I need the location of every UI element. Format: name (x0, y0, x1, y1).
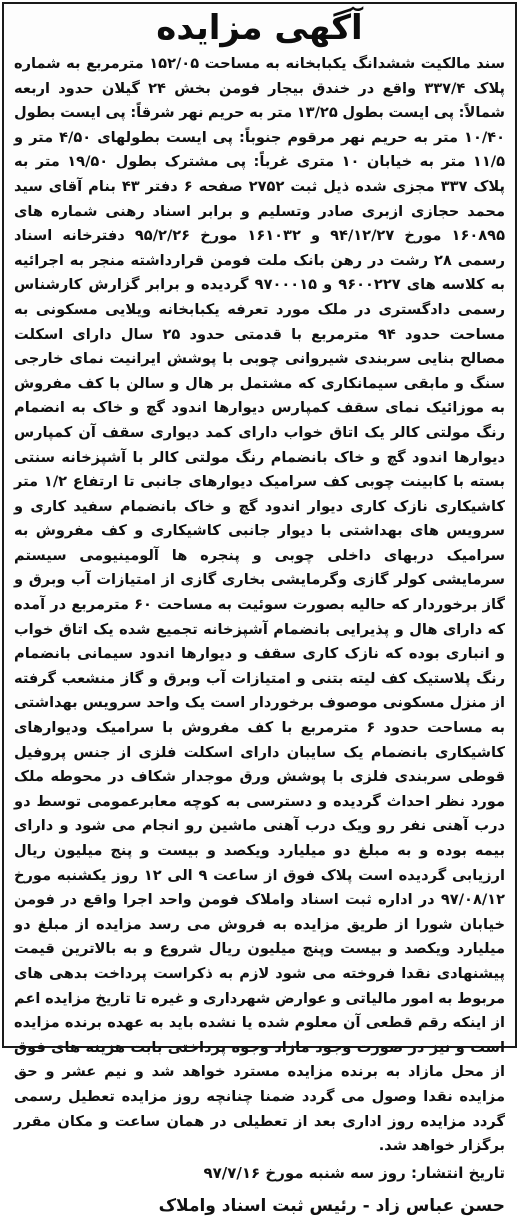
auction-notice (2, 2, 517, 1216)
publication-date-value: روز سه شنبه مورخ ۹۷/۷/۱۶ (203, 1163, 406, 1182)
publication-date (14, 1161, 505, 1185)
signature: حسن عباس زاد - رئیس ثبت اسناد واملاک (158, 1195, 505, 1216)
publication-date-label: تاریخ انتشار: (411, 1163, 505, 1182)
notice-body: سند مالکیت ششدانگ یکبابخانه به مساحت ۱۵۲/۰۵ مترمربع به شماره پلاک ۳۳۷/۴ واقع در خندق بیجار فومن بخش ۲۴ گیلان حدود اربعه شمالاً: پی ایست بطول ۱۳/۲۵ متر به حریم نهر شرقاً: پی ایست بطول ۱۰/۴۰ متر به حریم نهر مرقوم جنوباً: پی ایست بطولهای ۴/۵۰ متر و ۱۱/۵ متر به خیابان ۱۰ متری غرباً: پی مشترک بطول ۱۹/۵۰ متر به پلاک ۳۳۷ مجزی شده ذیل ثبت ۲۷۵۲ صفحه ۶ دفتر ۴۳ بنام آقای سید محمد حجازی ازبری صادر وتسلیم و برابر اسناد رهنی شماره های ۱۶۰۸۹۵ مورخ ۹۴/۱۲/۲۷ و ۱۶۱۰۳۲ مورخ ۹۵/۲/۲۶ دفترخانه اسناد رسمی ۲۸ رشت در رهن بانک ملت فومن قرارداشته منجر به اجرائیه به کلاسه های ۹۶۰۰۲۲۷ و ۹۷۰۰۰۱۵ گردیده و برابر گزارش کارشناس رسمی دادگستری در ملک مورد تعرفه یکبابخانه ویلایی مسکونی به مساحت حدود ۹۴ مترمربع با قدمتی حدود ۲۵ سال دارای اسکلت مصالح بنایی سربندی شیروانی چوبی با پوشش ایرانیت نمای خارجی سنگ و مابقی سیمانکاری که مشتمل بر هال و سالن با کف مفروش به موزائیک نمای سقف کمپارس دیوارها اندود گچ و خاک به انضمام رنگ مولتی کالر یک اتاق خواب دارای کمد دیواری سقف آن کمپارس دیوارها اندود گچ و خاک بانضمام رنگ مولتی کالر با آشپزخانه سنتی بسته با کابینت چوبی کف سرامیک دیوارهای جانبی تا ارتفاع ۱/۲ متر کاشیکاری نازک کاری دیوار اندود گچ و خاک بانضمام سفید کاری و سرویس های بهداشتی با دیوار جانبی کاشیکاری و کف مفروش به سرامیک دربهای داخلی چوبی و پنجره ها آلومینیومی سیستم سرمایشی کولر گازی وگرمایشی بخاری گازی از امتیازات آب وبرق و گاز برخوردار که حالیه بصورت سوئیت به مساحت ۶۰ مترمربع در آمده که دارای هال و پذیرایی بانضمام آشپزخانه تجمیع شده یک اتاق خواب و انباری بوده که نازک کاری سقف و دیوارها اندود سیمانی بانضمام رنگ پلاستیک کف لیته بتنی و امتیازات آب وبرق و گاز منشعب گرفته از منزل مسکونی موصوف برخوردار است یک واحد سرویس بهداشتی به مساحت حدود ۶ مترمربع با کف مفروش با سرامیک ودیوارهای کاشیکاری بانضمام یک سایبان دارای اسکلت فلزی از جنس پروفیل قوطی سربندی فلزی با پوشش ورق موجدار شکاف در محوطه ملک مورد نظر احداث گردیده و دسترسی به کوچه معابرعمومی توسط دو درب آهنی نفر رو ویک درب آهنی ماشین رو انجام می شود و دارای بیمه بوده و به مبلغ دو میلیارد ویکصد و بیست و پنج میلیون ریال ارزیابی گردیده است پلاک فوق از ساعت ۹ الی ۱۲ روز یکشنبه مورخ ۹۷/۰۸/۱۲ در اداره ثبت اسناد واملاک فومن واحد اجرا واقع در فومن خیابان شورا از طریق مزایده به فروش می رسد مزایده از مبلغ دو میلیارد ویکصد و بیست وپنج میلیون ریال شروع و به بالاترین قیمت پیشنهادی نقدا فروخته می شود لازم به ذکراست پرداخت بدهی های مربوط به امور مالیاتی و عوارض شهرداری و غیره تا تاریخ مزایده اعم از اینکه رقم قطعی آن معلوم شده یا نشده باید به عهده برنده مزایده است و نیز در صورت وجود مازاد وجوه پرداختی بابت هزینه های فوق از محل مازاد به برنده مزایده مسترد خواهد شد و نیم عشر و حق مزایده نقدا وصول می گردد ضمنا چنانچه روز مزایده تعطیل رسمی گردد مزایده روز اداری بعد از تعطیلی در همان ساعت و مکان مقرر برگزار خواهد شد. (14, 55, 506, 1155)
notice-title: آگهی مزایده (156, 8, 363, 48)
